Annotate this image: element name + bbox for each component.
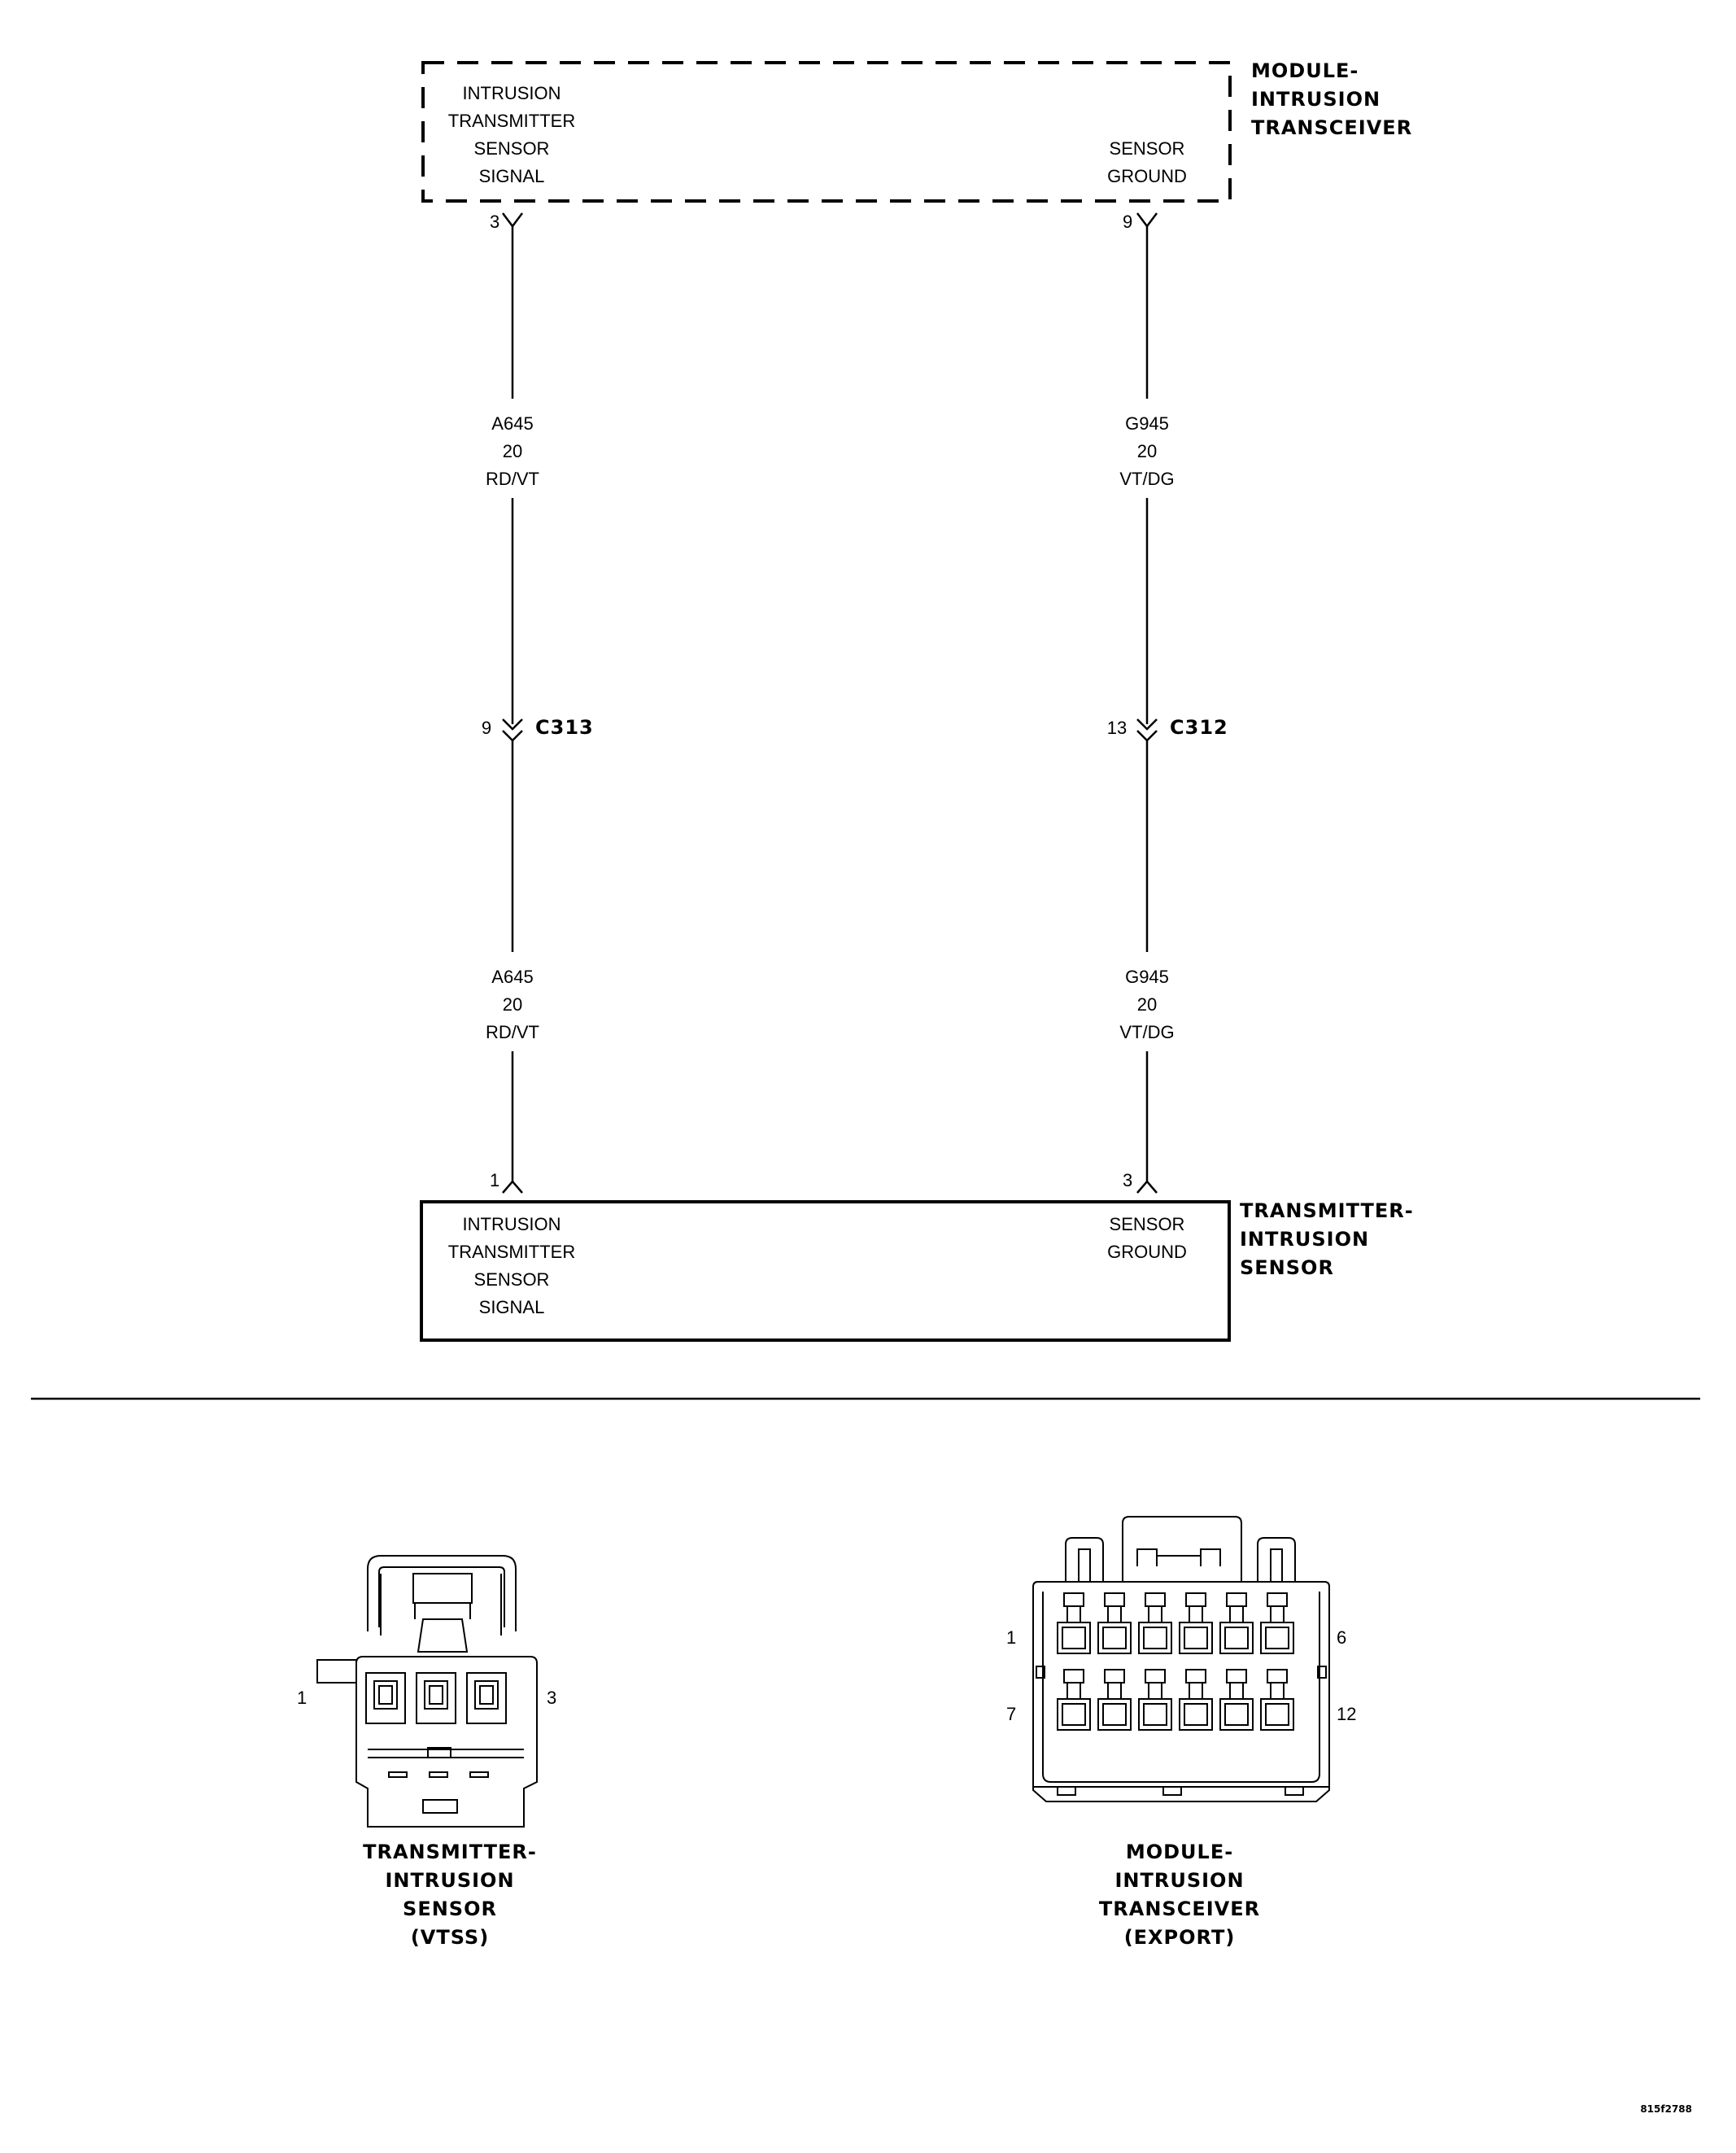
wire-label-left-lower xyxy=(486,967,539,1042)
connector-pin: 13 xyxy=(1106,718,1128,738)
module-connector-face xyxy=(1033,1517,1329,1801)
text-line: INTRUSION xyxy=(462,1214,561,1234)
wire-code: G945 xyxy=(1125,967,1169,987)
text-line: GROUND xyxy=(1107,1242,1187,1262)
text-line: SENSOR xyxy=(1109,138,1185,159)
wire-color: VT/DG xyxy=(1119,1022,1175,1042)
cavity xyxy=(1180,1593,1212,1653)
cavity xyxy=(1098,1593,1131,1653)
caption-line: (VTSS) xyxy=(410,1926,490,1949)
sensor-connector-caption xyxy=(363,1841,537,1949)
module-connector-caption xyxy=(1099,1841,1260,1949)
wire-gauge: 20 xyxy=(1136,441,1158,461)
text-line: SENSOR xyxy=(1109,1214,1185,1234)
wire-code: A645 xyxy=(491,967,534,987)
wire-code: G945 xyxy=(1125,413,1169,434)
title-line: TRANSMITTER- xyxy=(1240,1199,1414,1222)
sensor-pin-right: 3 xyxy=(1123,1170,1133,1190)
module-pin-right: 9 xyxy=(1123,212,1133,232)
connector-pin: 9 xyxy=(481,718,492,738)
wire-color: RD/VT xyxy=(486,469,539,489)
title-line: SENSOR xyxy=(1240,1256,1334,1279)
title-line: TRANSCEIVER xyxy=(1251,116,1413,139)
wire-gauge: 20 xyxy=(502,994,523,1015)
module-connector-pin-12: 12 xyxy=(1337,1704,1357,1724)
text-line: TRANSMITTER xyxy=(447,111,576,131)
caption-line: SENSOR xyxy=(403,1898,497,1920)
text-line: TRANSMITTER xyxy=(447,1242,576,1262)
wire-color: RD/VT xyxy=(486,1022,539,1042)
connector-c313 xyxy=(482,716,594,740)
title-line: MODULE- xyxy=(1251,59,1359,82)
caption-line: TRANSCEIVER xyxy=(1098,1898,1261,1920)
caption-line: INTRUSION xyxy=(385,1869,515,1892)
figure-id: 815f2788 xyxy=(1640,2103,1692,2115)
cavity xyxy=(1058,1670,1090,1730)
text-line: SIGNAL xyxy=(478,166,545,186)
wire-label-left-upper xyxy=(486,413,539,489)
sensor-right-function-label xyxy=(1107,1214,1187,1262)
module-connector-pin-1: 1 xyxy=(1006,1627,1017,1648)
cavity xyxy=(1139,1593,1171,1653)
text-line: SIGNAL xyxy=(478,1297,545,1317)
caption-line: TRANSMITTER- xyxy=(363,1841,537,1863)
cavity xyxy=(1261,1593,1293,1653)
cavity xyxy=(1261,1670,1293,1730)
cavity xyxy=(1220,1593,1253,1653)
caption-line: INTRUSION xyxy=(1114,1869,1245,1892)
text-line: GROUND xyxy=(1107,166,1187,186)
wire-label-right-lower xyxy=(1119,967,1174,1042)
cavity xyxy=(1058,1593,1090,1653)
connector-c312 xyxy=(1107,716,1228,740)
sensor-terminal-right xyxy=(1137,1181,1157,1193)
wire-code: A645 xyxy=(491,413,534,434)
text-line: SENSOR xyxy=(473,138,550,159)
text-line: INTRUSION xyxy=(462,83,561,103)
title-line: INTRUSION xyxy=(1251,88,1381,111)
sensor-connector-pin-1: 1 xyxy=(297,1688,308,1708)
module-terminal-right xyxy=(1137,213,1157,226)
sensor-title xyxy=(1240,1199,1414,1279)
module-right-function-label xyxy=(1107,138,1187,186)
module-connector-pin-7: 7 xyxy=(1006,1704,1017,1724)
sensor-connector-face xyxy=(317,1556,537,1827)
sensor-pin-left: 1 xyxy=(490,1170,500,1190)
module-title xyxy=(1251,59,1412,139)
module-left-function-label xyxy=(448,83,575,186)
cavity xyxy=(1180,1670,1212,1730)
wire-gauge: 20 xyxy=(502,441,523,461)
sensor-terminal-left xyxy=(503,1181,522,1193)
connector-name: C312 xyxy=(1170,716,1228,739)
wire-gauge: 20 xyxy=(1136,994,1158,1015)
sensor-connector-pin-3: 3 xyxy=(547,1688,557,1708)
title-line: INTRUSION xyxy=(1240,1228,1370,1251)
wire-color: VT/DG xyxy=(1119,469,1175,489)
caption-line: (EXPORT) xyxy=(1123,1926,1236,1949)
sensor-left-function-label xyxy=(448,1214,575,1317)
module-terminal-left xyxy=(503,213,522,226)
module-connector-pin-6: 6 xyxy=(1337,1627,1347,1648)
module-pin-left: 3 xyxy=(490,212,500,232)
cavity xyxy=(1098,1670,1131,1730)
text-line: SENSOR xyxy=(473,1269,550,1290)
connector-name: C313 xyxy=(535,716,594,739)
cavity xyxy=(1139,1670,1171,1730)
caption-line: MODULE- xyxy=(1125,1841,1234,1863)
cavity xyxy=(1220,1670,1253,1730)
module-connector-cavities xyxy=(1058,1593,1293,1730)
wire-label-right-upper xyxy=(1119,413,1174,489)
